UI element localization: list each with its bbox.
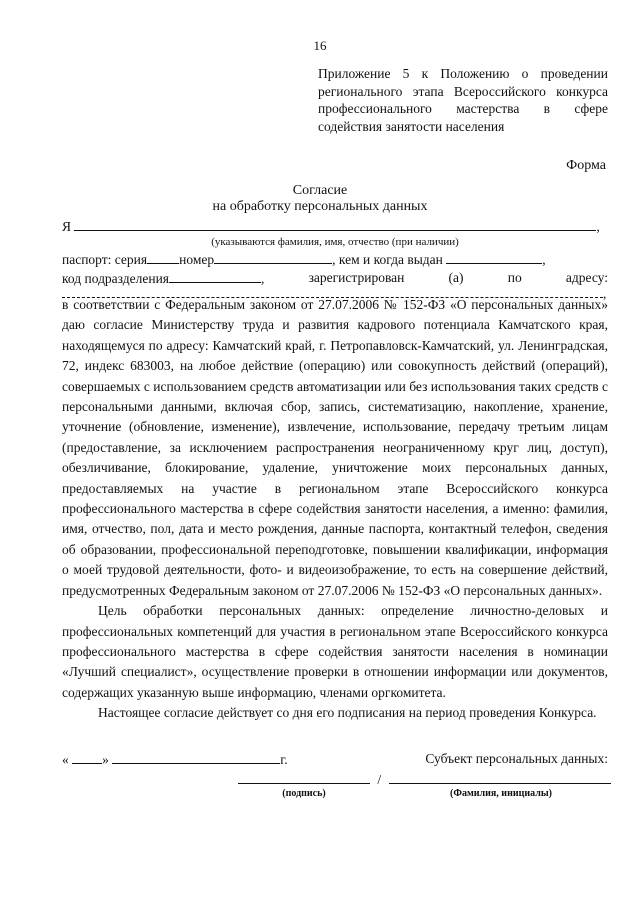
form-label: Форма — [566, 158, 606, 173]
appendix-header: Приложение 5 к Положению о проведении регионального этапа Всероссийского конкурса профессионального мастерства в сфере содействия занятости населения — [318, 66, 608, 134]
division-code-comma: , — [261, 271, 265, 286]
name-initials-blank[interactable] — [389, 771, 611, 784]
document-title — [0, 183, 640, 215]
name-initials-caption: (Фамилия, инициалы) — [450, 788, 552, 799]
date-line — [62, 751, 322, 768]
name-suffix: , — [596, 219, 600, 234]
date-open-quote: « — [62, 752, 69, 767]
passport-series-label: паспорт: серия — [62, 252, 148, 267]
page-number: 16 — [313, 38, 327, 53]
by-word: по — [507, 270, 522, 285]
subject-label: Субъект персональных данных: — [425, 751, 608, 766]
date-year-suffix: г. — [280, 752, 288, 767]
address-line-end: , — [603, 286, 607, 301]
name-caption: (указываются фамилия, имя, отчество (при наличии) — [211, 236, 459, 248]
title-line-2: на обработку персональных данных — [212, 199, 428, 214]
passport-issued-blank[interactable] — [446, 251, 542, 264]
passport-number-label: номер — [179, 252, 215, 267]
name-prefix: Я — [62, 219, 72, 234]
registered-word: зарегистрирован — [308, 270, 405, 285]
signature-caption: (подпись) — [282, 788, 326, 799]
signature-blank[interactable] — [238, 771, 370, 784]
title-line-1: Согласие — [292, 183, 348, 198]
passport-line-end: , — [542, 252, 546, 267]
date-day-blank[interactable] — [72, 751, 102, 764]
registered-suffix: (а) — [448, 270, 464, 285]
name-line — [62, 218, 608, 235]
consent-paragraph-1: в соответствии с Федеральным законом от 27.07.2006 № 152-ФЗ «О персональных данных» даю согласие Министерству труда и развития кадрового потенциала Камчатского края, находящемуся по адресу: Камчатский край, г. Петропавловск-Камчатский, ул. Ленинградская, 72, индекс 683003, на любое действие (операцию) или совокупность действий (операций), совершаемых с использованием средств автоматизации или без использования таких средств с персональными данными, включая сбор, запись, систематизацию, накопление, хранение, уточнение (обновление, изменение), извлечение, использование, передачу третьим лицам (предоставление, за исключением распространения неограниченному круг лиц, доступ), обезличивание, блокирование, удаление, уничтожение моих персональных данных, предоставляемых на участие в региональном этапе Всероссийского конкурса профессионального мастерства в сфере содействия занятости населения, а именно: фамилия, имя, отчество, пол, дата и место рождения, данные паспорта, контактный телефон, сведения об образовании, профессиональной переподготовке, повышении квалификации, информация о моей трудовой деятельности, фото- и видеоизображение, то есть на совершение действий, предусмотренных Федеральным законом от 27.07.2006 № 152-ФЗ «О персональных данных». — [62, 297, 608, 598]
date-close-quote: » — [102, 752, 109, 767]
passport-issued-label: , кем и когда выдан — [332, 252, 443, 267]
passport-number-blank[interactable] — [214, 251, 332, 264]
consent-paragraph-3: Настоящее согласие действует со дня его подписания на период проведения Конкурса. — [98, 705, 597, 721]
date-month-blank[interactable] — [112, 751, 280, 764]
signature-separator: / — [377, 772, 382, 787]
passport-line — [62, 251, 608, 268]
division-code-label: код подразделения — [62, 271, 170, 286]
signature-line — [238, 771, 618, 788]
consent-body — [62, 295, 608, 724]
address-word: адресу: — [565, 270, 608, 285]
division-code-blank[interactable] — [169, 270, 261, 283]
consent-paragraph-2: Цель обработки персональных данных: определение личностно-деловых и профессиональных компетенций для участия в региональном этапе Всероссийского конкурса профессионального мастерства в сфере содействия занятости населения в номинации «Лучший специалист», осуществление проверки в отношении информации или документов, содержащих указанную выше информацию, членами оргкомитета. — [62, 603, 608, 700]
name-blank[interactable] — [74, 218, 596, 231]
passport-series-blank[interactable] — [147, 251, 179, 264]
